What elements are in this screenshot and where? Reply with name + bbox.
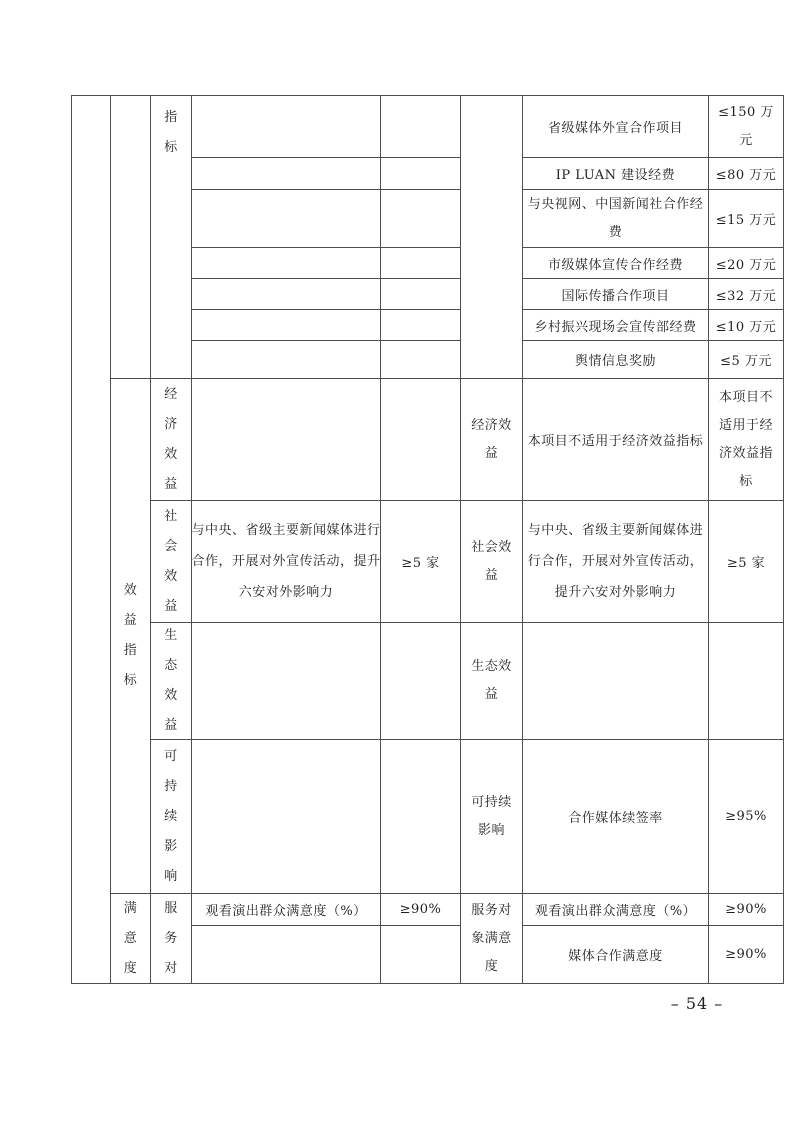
cell-cctv-cns-fund-value: ≤15 万元: [708, 189, 784, 248]
cell-media-satisfaction-left-value-blank: [380, 925, 461, 984]
cell-audience-satisfaction-right-value: ≥90%: [708, 893, 784, 926]
cell-service-target-right-category: 服务对 象满意 度: [460, 893, 523, 984]
cell-audience-satisfaction-right-name: 观看演出群众满意度（%）: [522, 893, 709, 926]
cell-intl-communication-project-name: 国际传播合作项目: [522, 278, 709, 310]
cell-ecological-right-category: 生态效 益: [460, 622, 523, 740]
cell-indicator-label: 指 标: [150, 95, 192, 379]
cell-social-right-value: ≥5 家: [708, 500, 784, 623]
cell-top-row5-name-blank: [191, 278, 381, 310]
cell-ip-luan-fund-name: IP LUAN 建设经费: [522, 157, 709, 190]
cell-rural-revitalization-fund-name: 乡村振兴现场会宣传部经费: [522, 309, 709, 341]
cell-media-satisfaction-left-name-blank: [191, 925, 381, 984]
cell-public-opinion-reward-name: 舆情信息奖励: [522, 340, 709, 379]
cell-top-row6-value-blank: [380, 309, 461, 341]
cell-sustainable-left-name-blank: [191, 739, 381, 894]
cell-public-opinion-reward-value: ≤5 万元: [708, 340, 784, 379]
cell-ip-luan-fund-value: ≤80 万元: [708, 157, 784, 190]
cell-sustainable-right-value: ≥95%: [708, 739, 784, 894]
cell-top-row2-name-blank: [191, 157, 381, 190]
cell-top-row7-value-blank: [380, 340, 461, 379]
cell-social-left-value: ≥5 家: [380, 500, 461, 623]
cell-economic-right-category: 经济效 益: [460, 378, 523, 501]
cell-sustainable-right-name: 合作媒体续签率: [522, 739, 709, 894]
cell-top-row2-value-blank: [380, 157, 461, 190]
cell-top-row4-value-blank: [380, 247, 461, 279]
cell-satisfaction-section-label: 满 意 度: [110, 893, 151, 984]
cell-media-satisfaction-right-value: ≥90%: [708, 925, 784, 984]
cell-city-media-fund-name: 市级媒体宣传合作经费: [522, 247, 709, 279]
page-number: – 54 –: [670, 994, 724, 1013]
cell-social-category: 社 会 效 益: [150, 500, 192, 623]
cell-top-row7-name-blank: [191, 340, 381, 379]
cell-audience-satisfaction-left-value: ≥90%: [380, 893, 461, 926]
cell-economic-category: 经 济 效 益: [150, 378, 192, 501]
cell-top-row4-name-blank: [191, 247, 381, 279]
cell-ecological-right-name-blank: [522, 622, 709, 740]
cell-audience-satisfaction-left-name: 观看演出群众满意度（%）: [191, 893, 381, 926]
cell-top-row6-name-blank: [191, 309, 381, 341]
cell-ecological-category: 生 态 效 益: [150, 622, 192, 740]
cell-ecological-left-value-blank: [380, 622, 461, 740]
cell-city-media-fund-value: ≤20 万元: [708, 247, 784, 279]
cell-media-satisfaction-right-name: 媒体合作满意度: [522, 925, 709, 984]
cell-economic-right-name: 本项目不适用于经济效益指标: [522, 378, 709, 501]
cell-cctv-cns-fund-name: 与央视网、中国新闻社合作经 费: [522, 189, 709, 248]
cell-social-left-name: 与中央、省级主要新闻媒体进行 合作，开展对外宣传活动，提升 六安对外影响力: [191, 500, 381, 623]
cell-sustainable-right-category: 可持续 影响: [460, 739, 523, 894]
cell-left-margin-column: [71, 95, 111, 984]
cell-intl-communication-project-value: ≤32 万元: [708, 278, 784, 310]
cell-social-right-name: 与中央、省级主要新闻媒体进 行合作，开展对外宣传活动， 提升六安对外影响力: [522, 500, 709, 623]
cell-ecological-right-value-blank: [708, 622, 784, 740]
cell-top-row3-value-blank: [380, 189, 461, 248]
cell-sustainable-category: 可 持 续 影 响: [150, 739, 192, 894]
cell-service-section-label: 服 务 对: [150, 893, 192, 984]
cell-economic-right-value: 本项目不 适用于经 济效益指 标: [708, 378, 784, 501]
cell-sustainable-left-value-blank: [380, 739, 461, 894]
cell-top-row1-value-blank: [380, 95, 461, 158]
cell-economic-left-name-blank: [191, 378, 381, 501]
cell-top-category-blank: [460, 95, 523, 379]
cell-social-right-category: 社会效 益: [460, 500, 523, 623]
cell-benefit-section-label: 效 益 指 标: [110, 378, 151, 894]
cell-rural-revitalization-fund-value: ≤10 万元: [708, 309, 784, 341]
cell-section-column-top-blank: [110, 95, 151, 379]
cell-top-row3-name-blank: [191, 189, 381, 248]
cell-top-row1-name-blank: [191, 95, 381, 158]
cell-economic-left-value-blank: [380, 378, 461, 501]
cell-provincial-media-project-value: ≤150 万 元: [708, 95, 784, 158]
cell-ecological-left-name-blank: [191, 622, 381, 740]
cell-provincial-media-project-name: 省级媒体外宣合作项目: [522, 95, 709, 158]
cell-top-row5-value-blank: [380, 278, 461, 310]
